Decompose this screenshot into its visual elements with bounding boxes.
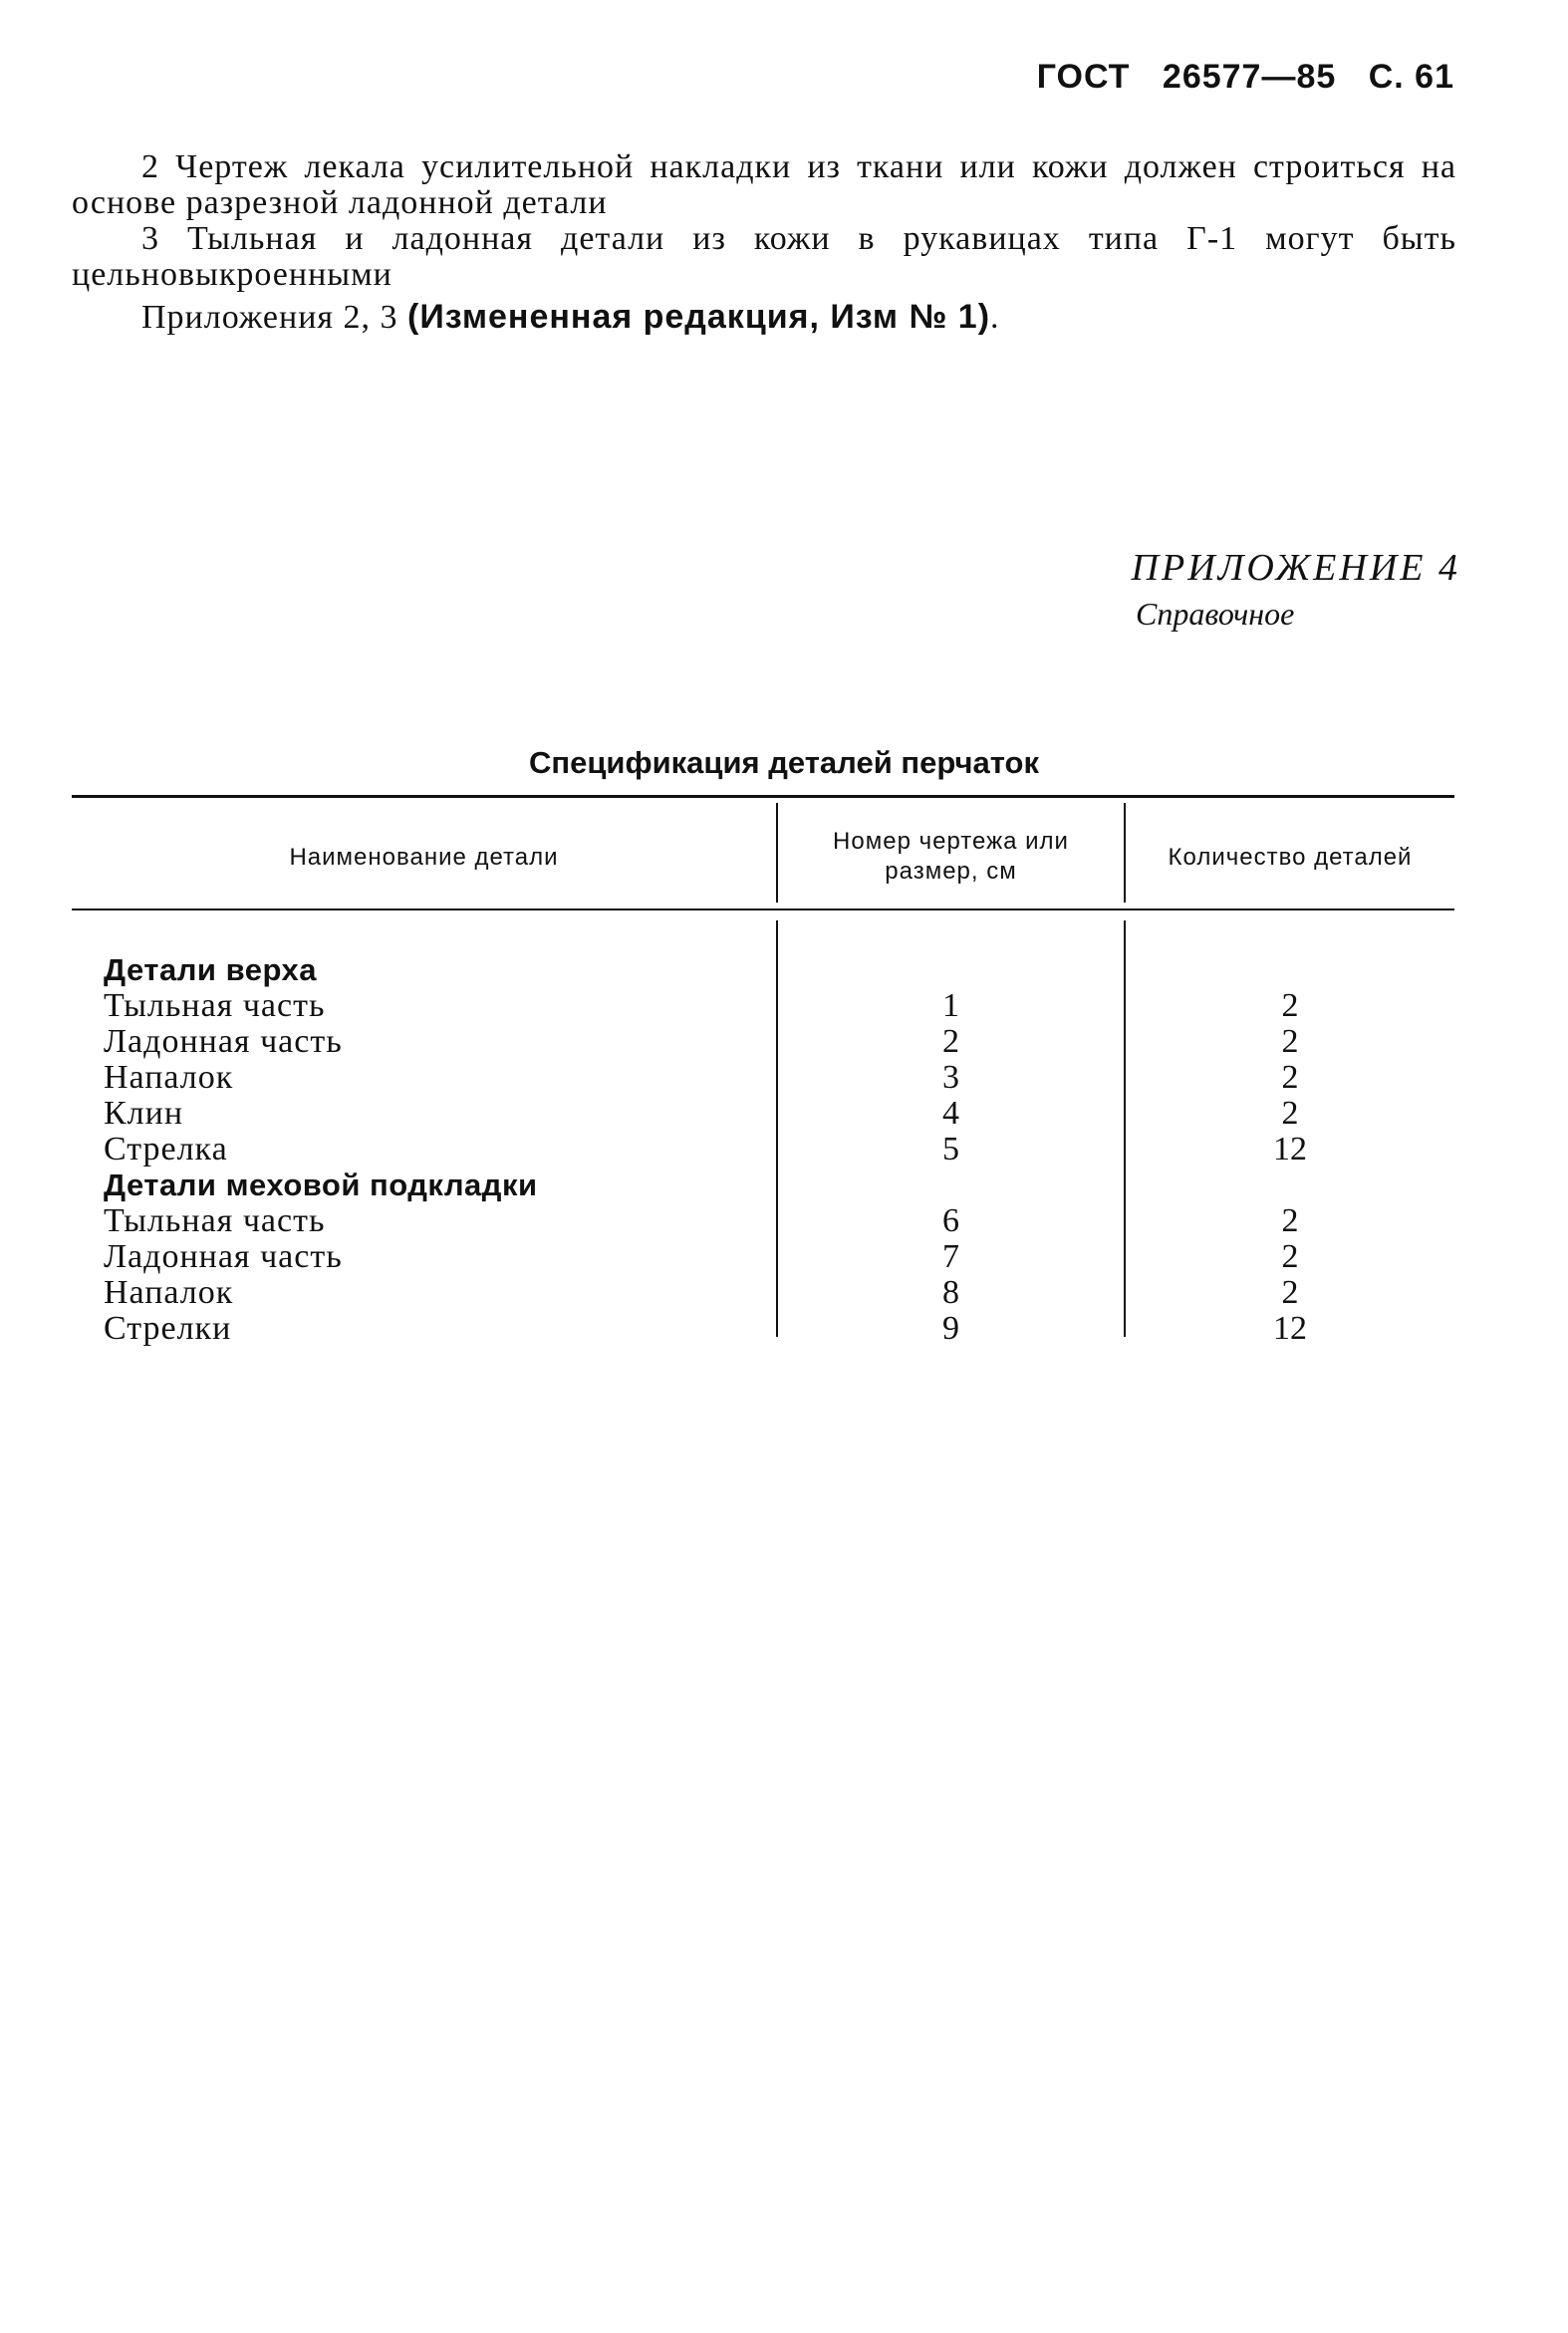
table-top-rule xyxy=(72,795,1454,798)
table-row xyxy=(0,1275,1568,1311)
amendment-suffix: . xyxy=(990,299,1000,336)
table-section-row xyxy=(0,952,1568,988)
drawing-number: 5 xyxy=(942,1131,959,1167)
drawing-number: 8 xyxy=(942,1274,959,1311)
table-section-row xyxy=(0,1167,1568,1203)
part-quantity: 2 xyxy=(1281,987,1299,1024)
part-quantity: 2 xyxy=(1281,1238,1299,1275)
drawing-number: 1 xyxy=(942,987,959,1024)
part-name: Стрелка xyxy=(104,1131,228,1167)
appendix-subtitle: Справочное xyxy=(1136,596,1295,632)
table-row xyxy=(0,988,1568,1024)
part-name: Клин xyxy=(104,1095,184,1132)
drawing-number: 6 xyxy=(942,1202,959,1239)
column-header-quantity: Количество деталей xyxy=(1168,844,1413,871)
part-quantity: 2 xyxy=(1281,1202,1299,1239)
part-name: Тыльная часть xyxy=(104,1202,326,1239)
appendix-title: ПРИЛОЖЕНИЕ 4 xyxy=(1131,547,1460,589)
part-name: Напалок xyxy=(104,1274,234,1311)
table-title: Спецификация деталей перчаток xyxy=(529,745,1039,780)
section-heading: Детали верха xyxy=(104,952,317,987)
part-name: Ладонная часть xyxy=(104,1023,343,1060)
table-row xyxy=(0,1239,1568,1275)
amendment-prefix: Приложения 2, 3 xyxy=(141,299,398,336)
part-quantity: 12 xyxy=(1273,1131,1307,1167)
running-header xyxy=(1037,58,1454,97)
drawing-number: 2 xyxy=(942,1023,959,1060)
part-name: Тыльная часть xyxy=(104,987,326,1024)
drawing-number: 3 xyxy=(942,1059,959,1096)
part-name: Напалок xyxy=(104,1059,234,1096)
column-header-drawing-line2: размер, см xyxy=(885,858,1017,885)
part-quantity: 2 xyxy=(1281,1095,1299,1132)
column-header-drawing-line1: Номер чертежа или xyxy=(833,828,1069,855)
page-number: С. 61 xyxy=(1368,58,1454,96)
standard-label: ГОСТ xyxy=(1036,58,1131,96)
amendment-note: (Измененная редакция, Изм № 1) xyxy=(407,298,991,336)
part-quantity: 12 xyxy=(1273,1310,1307,1347)
column-header-drawing xyxy=(778,827,1124,887)
table-row xyxy=(0,1060,1568,1096)
drawing-number: 9 xyxy=(942,1310,959,1347)
paragraph-amendment xyxy=(72,299,1456,336)
table-row xyxy=(0,1203,1568,1239)
table-row xyxy=(0,1096,1568,1132)
drawing-number: 7 xyxy=(942,1238,959,1275)
table-row xyxy=(0,1311,1568,1347)
drawing-number: 4 xyxy=(942,1095,959,1132)
part-name: Ладонная часть xyxy=(104,1238,343,1275)
part-quantity: 2 xyxy=(1281,1059,1299,1096)
paragraph-note-2: 2 Чертеж лекала усилительной накладки из ткани или кожи должен строиться на основе разрезной ладонной детали xyxy=(72,148,1456,221)
part-quantity: 2 xyxy=(1281,1274,1299,1311)
column-header-name: Наименование детали xyxy=(289,844,559,871)
part-name: Стрелки xyxy=(104,1310,232,1347)
paragraph-note-3: 3 Тыльная и ладонная детали из кожи в рукавицах типа Г-1 могут быть цельновыкроенными xyxy=(72,220,1456,293)
table-header-rule xyxy=(72,908,1454,910)
table-body xyxy=(0,952,1568,1347)
table-row xyxy=(0,1024,1568,1060)
part-quantity: 2 xyxy=(1281,1023,1299,1060)
table-row xyxy=(0,1132,1568,1167)
standard-number: 26577—85 xyxy=(1162,58,1337,96)
section-heading: Детали меховой подкладки xyxy=(104,1167,538,1202)
